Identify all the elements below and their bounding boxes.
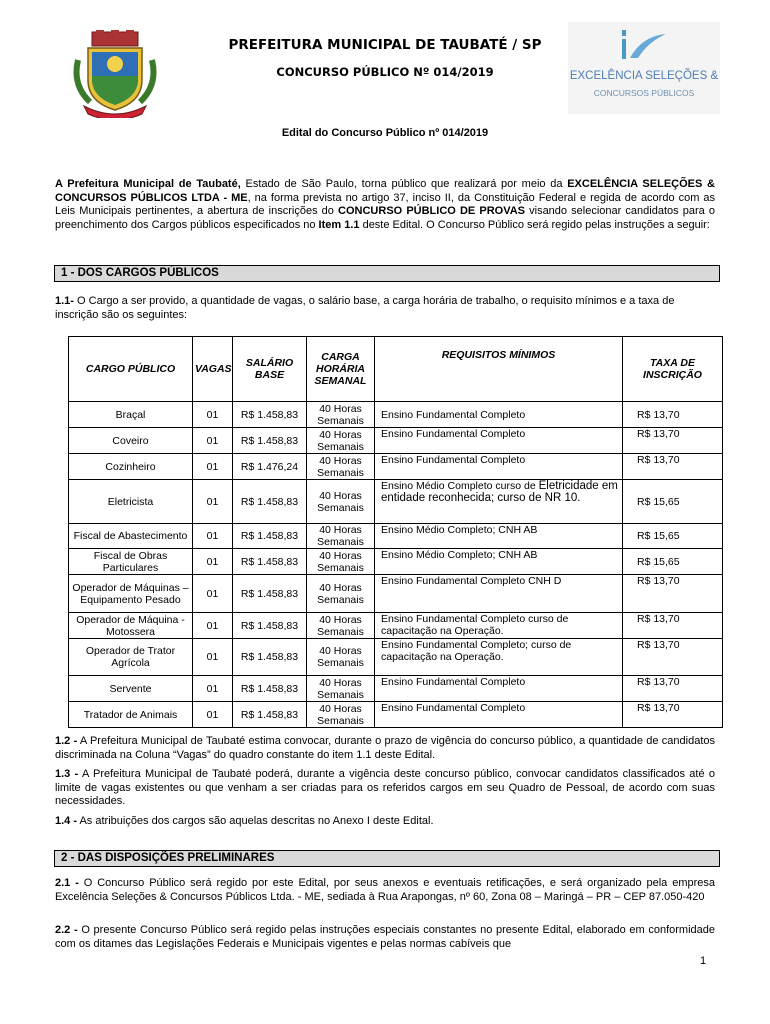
section-heading-2: 2 - DAS DISPOSIÇÕES PRELIMINARES <box>54 850 720 867</box>
header-title: PREFEITURA MUNICIPAL DE TAUBATÉ / SP <box>228 37 542 53</box>
cell-cargo: Braçal <box>69 402 193 428</box>
intro-text-3: visando selecionar candidatos para o preenchimento dos Cargos públicos especificados no <box>55 205 715 231</box>
requisito-eletricista-b: Eletricidade em entidade reconhecida; curso de NR 10. <box>381 480 618 504</box>
p13-text: A Prefeitura Municipal de Taubaté poderá, durante a vigência deste concurso público, convocar candidatos classificados até o limite de vagas existentes ou que venham a ser criadas para os referidos cargos em seu Quadro de Pessoal, de acordo com suas necessidades. <box>55 768 715 807</box>
cell-requisitos <box>375 480 623 524</box>
p14-number: 1.4 - <box>55 815 78 827</box>
cargos-table <box>68 336 723 728</box>
page-number: 1 <box>700 955 707 967</box>
paragraph-1-1 <box>55 295 715 322</box>
cell-cargo: Operador de Máquinas – Equipamento Pesado <box>69 575 193 613</box>
cell-vagas: 01 <box>193 613 233 639</box>
cell-cargo: Tratador de Animais <box>69 702 193 728</box>
p12-text: A Prefeitura Municipal de Taubaté estima convocar, durante o prazo de vigência do concurso público, a quantidade de candidatos discriminada na Coluna “Vagas” do quadro constante do item 1.1 deste Edital. <box>55 735 716 761</box>
cell-vagas: 01 <box>193 428 233 454</box>
table-row <box>69 676 723 702</box>
cell-carga: 40 Horas Semanais <box>307 428 375 454</box>
p11-text: O Cargo a ser provido, a quantidade de vagas, o salário base, a carga horária de trabalho, o requisito mínimos e a taxa de inscrição são os seguintes: <box>55 295 675 321</box>
cell-requisitos: Ensino Fundamental Completo CNH D <box>375 575 623 613</box>
table-row <box>69 702 723 728</box>
intro-text-1: Estado de São Paulo, torna público que realizará por meio da <box>240 178 568 190</box>
excelencia-logo <box>568 22 720 114</box>
header-vagas: VAGAS <box>193 337 233 402</box>
intro-bold-2: EXCELÊNCIA SELEÇÕES & CONCURSOS PÚBLICOS LTDA - ME <box>55 178 715 204</box>
intro-bold-3: CONCURSO PÚBLICO DE PROVAS <box>338 205 525 217</box>
cell-requisitos: Ensino Fundamental Completo <box>375 402 623 428</box>
cell-vagas: 01 <box>193 702 233 728</box>
cell-salario: R$ 1.458,83 <box>233 676 307 702</box>
header-requisitos: REQUISITOS MÍNIMOS <box>375 337 623 402</box>
paragraph-2-1 <box>55 877 715 904</box>
header-taxa: TAXA DE INSCRIÇÃO <box>623 337 723 402</box>
cell-requisitos: Ensino Fundamental Completo <box>375 454 623 480</box>
header-salario: SALÁRIO BASE <box>233 337 307 402</box>
logo-line1: EXCELÊNCIA SELEÇÕES & <box>569 70 719 82</box>
cell-salario: R$ 1.458,83 <box>233 549 307 575</box>
p11-number: 1.1- <box>55 295 74 307</box>
logo-line2: CONCURSOS PÚBLICOS <box>593 88 695 98</box>
table-row <box>69 480 723 524</box>
intro-text-2: , na forma prevista no artigo 37, inciso II, da Constituição Federal e regida de acordo com as Leis Municipais pertinentes, a abertura de inscrições do <box>55 191 715 217</box>
cell-salario: R$ 1.458,83 <box>233 613 307 639</box>
cell-vagas: 01 <box>193 524 233 549</box>
cell-cargo: Operador de Trator Agrícola <box>69 639 193 676</box>
cell-cargo: Operador de Máquina -Motossera <box>69 613 193 639</box>
cell-taxa: R$ 15,65 <box>623 549 723 575</box>
cell-vagas: 01 <box>193 549 233 575</box>
cell-salario: R$ 1.458,83 <box>233 428 307 454</box>
cell-cargo: Eletricista <box>69 480 193 524</box>
table-row <box>69 454 723 480</box>
p22-number: 2.2 - <box>55 924 78 936</box>
paragraph-1-3 <box>55 768 715 809</box>
intro-bold-1: A Prefeitura Municipal de Taubaté, <box>55 178 241 190</box>
cell-salario: R$ 1.458,83 <box>233 402 307 428</box>
cell-requisitos: Ensino Médio Completo; CNH AB <box>375 524 623 549</box>
cell-taxa: R$ 13,70 <box>623 676 723 702</box>
cell-carga: 40 Horas Semanais <box>307 454 375 480</box>
cell-salario: R$ 1.458,83 <box>233 575 307 613</box>
cell-cargo: Coveiro <box>69 428 193 454</box>
cell-carga: 40 Horas Semanais <box>307 613 375 639</box>
cell-taxa: R$ 13,70 <box>623 702 723 728</box>
edital-title: Edital do Concurso Público nº 014/2019 <box>281 127 489 139</box>
cell-vagas: 01 <box>193 402 233 428</box>
p21-text: O Concurso Público será regido por este Edital, por seus anexos e eventuais retificações, e será organizado pela empresa Excelência Seleções & Concursos Públicos Ltda. - ME, sediada à Rua Arapongas, nº 60, Zona 08 – Maringá – PR – CEP 87.050-420 <box>55 877 715 903</box>
section-heading-1: 1 - DOS CARGOS PÚBLICOS <box>54 265 720 282</box>
p12-number: 1.2 - <box>55 735 78 747</box>
intro-paragraph <box>55 178 715 232</box>
cell-carga: 40 Horas Semanais <box>307 524 375 549</box>
p13-number: 1.3 - <box>55 768 79 780</box>
municipal-crest-logo <box>70 30 160 118</box>
cell-cargo: Fiscal de Abastecimento <box>69 524 193 549</box>
cell-taxa: R$ 13,70 <box>623 575 723 613</box>
cell-carga: 40 Horas Semanais <box>307 402 375 428</box>
paragraph-1-2 <box>55 735 715 762</box>
p14-text: As atribuições dos cargos são aquelas descritas no Anexo I deste Edital. <box>77 815 434 827</box>
intro-bold-4: Item 1.1 <box>318 218 360 231</box>
cell-taxa: R$ 13,70 <box>623 613 723 639</box>
cell-salario: R$ 1.476,24 <box>233 454 307 480</box>
header-carga: CARGA HORÁRIA SEMANAL <box>307 337 375 402</box>
table-row <box>69 524 723 549</box>
cell-carga: 40 Horas Semanais <box>307 676 375 702</box>
cell-taxa: R$ 13,70 <box>623 402 723 428</box>
p22-text: O presente Concurso Público será regido pelas instruções especiais constantes no presente Edital, elaborado em conformidade com os ditames das Legislações Federais e Municipais vigentes e pelas normas cabíveis que <box>55 924 715 950</box>
intro-text-4: deste Edital. O Concurso Público será regido pelas instruções a seguir: <box>359 218 710 231</box>
paragraph-1-4 <box>55 815 715 829</box>
requisito-eletricista-a: Ensino Médio Completo curso de <box>381 480 539 492</box>
cell-requisitos: Ensino Médio Completo; CNH AB <box>375 549 623 575</box>
cell-cargo: Cozinheiro <box>69 454 193 480</box>
cell-salario: R$ 1.458,83 <box>233 639 307 676</box>
cell-salario: R$ 1.458,83 <box>233 524 307 549</box>
cell-vagas: 01 <box>193 575 233 613</box>
cell-requisitos: Ensino Fundamental Completo <box>375 428 623 454</box>
cell-carga: 40 Horas Semanais <box>307 575 375 613</box>
cell-carga: 40 Horas Semanais <box>307 639 375 676</box>
table-row <box>69 428 723 454</box>
cell-taxa: R$ 13,70 <box>623 428 723 454</box>
cell-carga: 40 Horas Semanais <box>307 702 375 728</box>
cell-carga: 40 Horas Semanais <box>307 480 375 524</box>
table-row <box>69 549 723 575</box>
table-row <box>69 613 723 639</box>
cell-vagas: 01 <box>193 480 233 524</box>
cell-taxa: R$ 15,65 <box>623 480 723 524</box>
cell-carga: 40 Horas Semanais <box>307 549 375 575</box>
cell-cargo: Servente <box>69 676 193 702</box>
table-row <box>69 575 723 613</box>
excelencia-mark-icon <box>618 28 670 64</box>
cell-vagas: 01 <box>193 639 233 676</box>
cell-salario: R$ 1.458,83 <box>233 702 307 728</box>
cell-taxa: R$ 15,65 <box>623 524 723 549</box>
table-row <box>69 402 723 428</box>
cell-cargo: Fiscal de Obras Particulares <box>69 549 193 575</box>
cell-requisitos: Ensino Fundamental Completo <box>375 702 623 728</box>
cell-taxa: R$ 13,70 <box>623 639 723 676</box>
cell-taxa: R$ 13,70 <box>623 454 723 480</box>
cell-vagas: 01 <box>193 676 233 702</box>
header-cargo: CARGO PÚBLICO <box>69 337 193 402</box>
paragraph-2-2 <box>55 924 715 951</box>
cell-vagas: 01 <box>193 454 233 480</box>
p21-number: 2.1 - <box>55 877 79 889</box>
cell-requisitos: Ensino Fundamental Completo <box>375 676 623 702</box>
table-row <box>69 639 723 676</box>
header-subtitle: CONCURSO PÚBLICO Nº 014/2019 <box>276 65 494 79</box>
cell-salario: R$ 1.458,83 <box>233 480 307 524</box>
cell-requisitos: Ensino Fundamental Completo; curso de capacitação na Operação. <box>375 639 623 676</box>
cell-requisitos: Ensino Fundamental Completo curso de capacitação na Operação. <box>375 613 623 639</box>
